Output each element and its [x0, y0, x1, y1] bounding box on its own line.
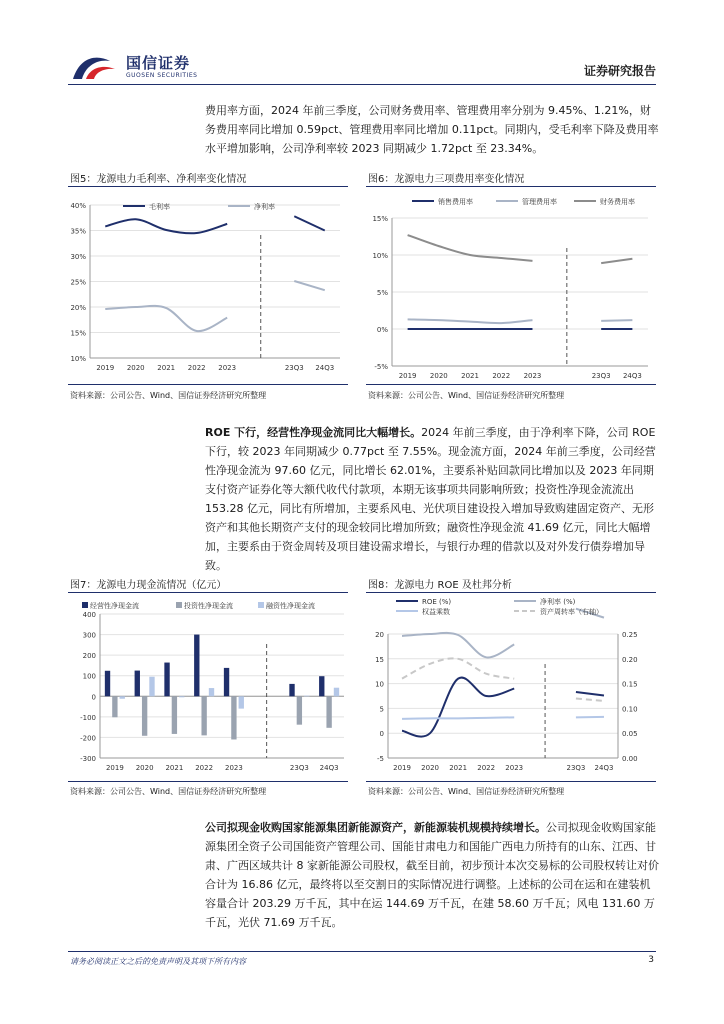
x-tick-label: 2020 [135, 764, 154, 772]
guosen-logo-icon [70, 52, 118, 82]
y-tick-label: -100 [80, 713, 96, 722]
y-tick-label: 0 [379, 730, 384, 739]
x-tick-label: 2020 [126, 364, 145, 372]
y-tick-label: 10% [70, 355, 86, 363]
legend-label: 净利率 [254, 203, 275, 211]
bar [239, 696, 244, 708]
paragraph-acquisition-body: 公司拟现金收购国家能源集团全资子公司国能资产管理公司、国能甘肃电力和国能广西电力所持有的山东、江西、甘肃、广西区域共计 8 家新能源公司股权，截至目前，初步预计本次交易标的公司股权转让对价合计为 16.86 亿元，最终将以至交割日的实际情况进行调整。上述标的公司在运和在建装机容量合计 203.29 万千瓦，其中在运 144.69 万千瓦，在建 58.60 万千瓦；风电 131.60 万千瓦，光伏 71.69 万千瓦。 [205, 821, 659, 929]
x-tick-label: 2022 [187, 364, 206, 372]
y-tick-label: -5 [377, 755, 384, 763]
y2-tick-label: 0.20 [622, 655, 638, 664]
bar [112, 696, 117, 717]
figure7-chart [68, 596, 350, 778]
y-tick-label: 10 [375, 680, 384, 689]
figure7-bottom-rule [68, 781, 348, 782]
x-tick-label: 2022 [492, 372, 511, 380]
figure5-source: 资料来源：公司公告、Wind、国信证券经济研究所整理 [70, 391, 267, 400]
legend-label: 资产周转率（右轴） [540, 608, 603, 616]
x-tick-label: 2019 [105, 764, 124, 772]
y-tick-label: 20 [375, 631, 384, 639]
paragraph-acquisition [205, 818, 660, 932]
y-tick-label: 0 [91, 693, 96, 702]
y-tick-label: 40% [70, 202, 86, 210]
x-tick-label: 2021 [449, 764, 468, 772]
y-tick-label: 400 [82, 611, 96, 619]
figure8-title: 图8：龙源电力 ROE 及杜邦分析 [368, 580, 512, 591]
series-line-quarter [294, 281, 324, 290]
x-tick-label: 24Q3 [319, 764, 339, 772]
figure7-source: 资料来源：公司公告、Wind、国信证券经济研究所整理 [70, 787, 267, 796]
x-tick-label: 2020 [421, 764, 439, 772]
footer-divider [68, 951, 656, 952]
bar [179, 696, 184, 697]
x-tick-label: 2023 [523, 372, 542, 380]
series-line [402, 678, 514, 737]
paragraph-acquisition-lead: 公司拟现金收购国家能源集团新能源资产，新能源装机规模持续增长。 [205, 821, 546, 834]
paragraph-roe-cashflow [205, 423, 660, 575]
series-line-quarter [601, 320, 632, 321]
bar [149, 677, 154, 697]
series-line [402, 717, 514, 718]
y-tick-label: -200 [80, 734, 96, 743]
series-line [402, 633, 514, 658]
x-tick-label: 23Q3 [591, 372, 611, 380]
series-line-quarter [576, 692, 604, 695]
figure6-bottom-rule [366, 384, 656, 385]
footer-disclaimer: 请务必阅读正文之后的免责声明及其项下所有内容 [70, 957, 246, 966]
bar [194, 635, 199, 697]
legend-label: 管理费用率 [522, 198, 557, 206]
bar [319, 676, 324, 696]
x-tick-label: 2023 [224, 764, 243, 772]
logo-text-en: GUOSEN SECURITIES [126, 72, 198, 79]
page-number: 3 [648, 955, 654, 965]
series-line-quarter [601, 259, 632, 263]
legend-label: 销售费用率 [438, 198, 473, 206]
paragraph-roe-lead: ROE 下行，经营性净现金流同比大幅增长。 [205, 426, 422, 439]
y-tick-label: 100 [82, 672, 96, 681]
figure6-source: 资料来源：公司公告、Wind、国信证券经济研究所整理 [368, 391, 565, 400]
y-tick-label: 15 [375, 655, 384, 664]
bar [224, 668, 229, 696]
bar [334, 688, 339, 697]
figure8-top-rule [366, 592, 656, 593]
y-tick-label: 5% [376, 289, 388, 297]
legend-swatch [176, 602, 182, 608]
y-tick-label: 300 [82, 631, 96, 640]
y-tick-label: 15% [70, 329, 86, 338]
figure5-top-rule [68, 186, 348, 187]
figure5-bottom-rule [68, 384, 348, 385]
y-tick-label: 35% [70, 227, 86, 236]
figure6-chart [366, 190, 656, 380]
y-tick-label: 25% [70, 278, 86, 287]
x-tick-label: 2019 [398, 372, 417, 380]
x-tick-label: 2019 [96, 364, 115, 372]
legend-swatch [82, 602, 88, 608]
header-divider [68, 84, 656, 85]
y-tick-label: -300 [80, 755, 96, 763]
figure7-title: 图7：龙源电力现金流情况（亿元） [70, 580, 227, 591]
x-tick-label: 24Q3 [594, 764, 614, 772]
x-tick-label: 23Q3 [289, 764, 309, 772]
bar [297, 696, 302, 724]
legend-label: 财务费用率 [600, 198, 635, 206]
series-line [105, 306, 227, 331]
figure7-top-rule [68, 592, 348, 593]
legend-label: 净利率 (%) [540, 598, 576, 606]
legend-label: 融资性净现金流 [266, 602, 315, 610]
series-line [402, 658, 514, 678]
y-tick-label: 20% [70, 304, 86, 312]
figure8-source: 资料来源：公司公告、Wind、国信证券经济研究所整理 [368, 787, 565, 796]
bar [201, 696, 206, 735]
bar [326, 696, 331, 728]
legend-swatch [258, 602, 264, 608]
x-tick-label: 24Q3 [622, 372, 642, 380]
x-tick-label: 2022 [477, 764, 496, 772]
y-tick-label: -5% [374, 363, 388, 371]
figure5-title: 图5：龙源电力毛利率、净利率变化情况 [70, 174, 247, 185]
x-tick-label: 2022 [195, 764, 214, 772]
series-line [105, 219, 227, 233]
bar [231, 696, 236, 739]
legend-label: 投资性净现金流 [184, 602, 233, 610]
bar [142, 696, 147, 735]
bar [209, 688, 214, 696]
x-tick-label: 2019 [393, 764, 411, 772]
legend-label: ROE (%) [422, 598, 452, 606]
x-tick-label: 24Q3 [315, 364, 335, 372]
y-tick-label: 200 [82, 652, 96, 661]
y2-tick-label: 0.05 [622, 730, 638, 739]
y2-tick-label: 0.15 [622, 680, 638, 689]
figure8-chart [366, 596, 656, 778]
y2-tick-label: 0.25 [622, 631, 638, 639]
series-line-quarter [576, 698, 604, 700]
report-type: 证券研究报告 [583, 64, 656, 78]
paragraph-roe-body: 2024 年前三季度，由于净利率下降，公司 ROE 下行，较 2023 年同期减少 0.77pct 至 7.55%。现金流方面，2024 年前三季度，公司经营性净现金流为 97.60 亿元，同比增长 62.01%，主要系补贴回款同比增加以及 2023 年同期支付资产证券化等大额代收代付款项，本期无该事项共同影响所致；投资性净现金流流出 153.28 亿元，同比有所增加，主要系风电、光伏项目建设投入增加导致购建固定资产、无形资产和其他长期资产支付的现金较同比增加所致；融资性净现金流 41.69 亿元，同比大幅增加，主要系由于资金周转及项目建设需求增长，与银行办理的借款以及对外发行债券增加导致。 [205, 426, 656, 572]
series-line-quarter [294, 216, 324, 230]
legend-label: 毛利率 [149, 203, 170, 211]
y-tick-label: 5 [379, 705, 384, 714]
x-tick-label: 23Q3 [284, 364, 304, 372]
y2-tick-label: 0.10 [622, 705, 638, 714]
bar [105, 671, 110, 697]
x-tick-label: 2021 [157, 364, 176, 372]
figure6-top-rule [366, 186, 656, 187]
y-tick-label: 10% [372, 252, 388, 260]
bar [164, 663, 169, 697]
logo-text-cn: 国信证券 [126, 54, 191, 72]
bar [289, 684, 294, 696]
y-tick-label: 30% [70, 253, 86, 261]
series-line [408, 319, 533, 323]
series-line [408, 235, 533, 261]
y-tick-label: 0% [376, 326, 388, 334]
legend-label: 经营性净现金流 [90, 602, 139, 610]
x-tick-label: 2023 [505, 764, 524, 772]
y-tick-label: 15% [372, 215, 388, 223]
y2-tick-label: 0.00 [622, 755, 638, 763]
figure8-bottom-rule [366, 781, 656, 782]
bar [120, 696, 125, 698]
paragraph-expense-ratio: 费用率方面，2024 年前三季度，公司财务费用率、管理费用率分别为 9.45%、1.21%，财务费用率同比增加 0.59pct、管理费用率同比增加 0.11pct。同期内，受毛利率下降及费用率水平增加影响，公司净利率较 2023 同期减少 1.72pct 至 23.34%。 [205, 104, 659, 155]
figure5-chart [68, 190, 350, 380]
bar [172, 696, 177, 734]
figure6-title: 图6：龙源电力三项费用率变化情况 [368, 174, 525, 185]
bar [304, 696, 309, 697]
x-tick-label: 2021 [165, 764, 184, 772]
x-tick-label: 23Q3 [566, 764, 586, 772]
x-tick-label: 2020 [429, 372, 448, 380]
logo [70, 50, 210, 84]
x-tick-label: 2021 [461, 372, 479, 380]
legend-label: 权益乘数 [422, 608, 450, 616]
bar [135, 671, 140, 697]
x-tick-label: 2023 [218, 364, 237, 372]
